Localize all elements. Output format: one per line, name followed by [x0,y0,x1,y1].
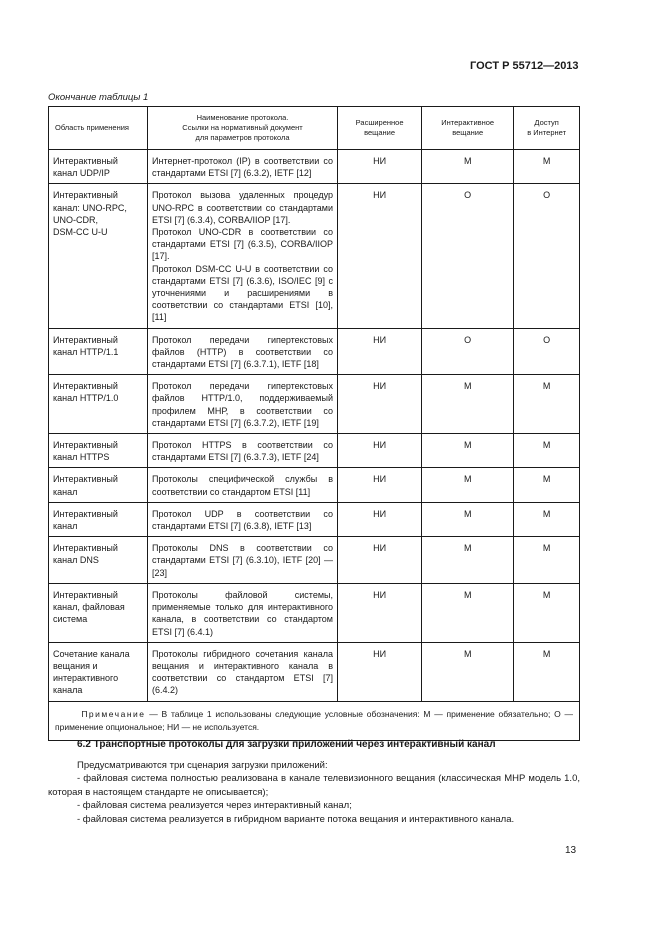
cell-internet: М [514,537,580,584]
cell-broadcast: НИ [338,434,422,468]
cell-interactive: М [422,642,514,701]
cell-area: Сочетание канала вещания и интерактивного канала [49,642,148,701]
table-row [49,642,580,701]
table-row [49,328,580,375]
header-broadcast: Расширенное вещание [338,107,422,150]
cell-broadcast: НИ [338,375,422,434]
cell-area: Интерактивный канал HTTPS [49,434,148,468]
standard-number: ГОСТ Р 55712—2013 [470,60,579,72]
cell-internet: О [514,328,580,375]
header-area: Область применения [49,107,148,150]
cell-interactive: О [422,184,514,328]
cell-internet: О [514,184,580,328]
cell-protocol: Интернет-протокол (IP) в соответствии со стандартами ETSI [7] (6.3.2), IETF [12] [148,150,338,184]
cell-protocol: Протокол UDP в соответствии со стандартами ETSI [7] (6.3.8), IETF [13] [148,502,338,536]
table-row [49,150,580,184]
cell-interactive: М [422,537,514,584]
protocols-table [48,106,580,741]
cell-protocol: Протоколы специфической службы в соответствии со стандартом ETSI [11] [148,468,338,502]
cell-interactive: М [422,468,514,502]
cell-area: Интерактивный канал UDP/IP [49,150,148,184]
cell-protocol: Протоколы DNS в соответствии со стандартами ETSI [7] (6.3.10), IETF [20] — [23] [148,537,338,584]
table-caption: Окончание таблицы 1 [48,92,149,103]
cell-interactive: М [422,434,514,468]
cell-broadcast: НИ [338,537,422,584]
header-interactive: Интерактивное вещание [422,107,514,150]
cell-area: Интерактивный канал [49,468,148,502]
cell-internet: М [514,434,580,468]
header-protocol: Наименование протокола. Ссылки на нормативный документ для параметров протокола [148,107,338,150]
cell-broadcast: НИ [338,328,422,375]
cell-internet: М [514,502,580,536]
table-row [49,583,580,642]
cell-broadcast: НИ [338,583,422,642]
page-number: 13 [565,845,577,856]
table-row [49,468,580,502]
cell-protocol: Протоколы файловой системы, применяемые только для интерактивного канала, в соответствии со стандартом ETSI [7] (6.4.1) [148,583,338,642]
cell-protocol: Протоколы гибридного сочетания канала вещания и интерактивного канала в соответствии со стандартом ETSI [7] (6.4.2) [148,642,338,701]
cell-protocol: Протокол HTTPS в соответствии со стандартами ETSI [7] (6.3.7.3), IETF [24] [148,434,338,468]
cell-broadcast: НИ [338,468,422,502]
cell-area: Интерактивный канал HTTP/1.0 [49,375,148,434]
table-header-row [49,107,580,150]
cell-interactive: М [422,502,514,536]
cell-internet: М [514,583,580,642]
cell-area: Интерактивный канал [49,502,148,536]
cell-internet: М [514,468,580,502]
cell-area: Интерактивный канал DNS [49,537,148,584]
cell-area: Интерактивный канал HTTP/1.1 [49,328,148,375]
note-text: — В таблице 1 использованы следующие условные обозначения: М — применение обязательно; О — применение опциональное; НИ — не используется. [55,708,573,732]
table-row [49,184,580,328]
paragraph-item-3: - файловая система реализуется в гибридном варианте потока вещания и интерактивного канала. [77,814,515,825]
cell-interactive: О [422,328,514,375]
cell-broadcast: НИ [338,184,422,328]
cell-broadcast: НИ [338,150,422,184]
table-row [49,375,580,434]
section-title: 6.2 Транспортные протоколы для загрузки приложений через интерактивный канал [77,739,496,750]
paragraph-item-2: - файловая система реализуется через интерактивный канал; [77,800,352,811]
table-note-row [49,701,580,740]
cell-interactive: М [422,583,514,642]
paragraph-item-1: - файловая система полностью реализована в канале телевизионного вещания (классическая МНР модель 1.0, которая в настоящем стандарте не описывается); [48,773,580,798]
cell-internet: М [514,150,580,184]
cell-protocol: Протокол передачи гипертекстовых файлов (HTTP) в соответствии со стандартами ETSI [7] (6.3.7.1), IETF [18] [148,328,338,375]
cell-internet: М [514,642,580,701]
cell-protocol: Протокол передачи гипертекстовых файлов HTTP/1.0, поддерживаемый профилем МНР, в соответствии со стандартами ETSI [7] (6.3.7.2), IETF [19] [148,375,338,434]
cell-interactive: М [422,375,514,434]
header-internet: Доступ в Интернет [514,107,580,150]
paragraph-intro: Предусматриваются три сценария загрузки приложений: [77,760,328,771]
cell-interactive: М [422,150,514,184]
table-note [49,701,580,740]
table-row [49,502,580,536]
cell-broadcast: НИ [338,642,422,701]
cell-area: Интерактивный канал, файловая система [49,583,148,642]
cell-broadcast: НИ [338,502,422,536]
note-label: Примечание [81,708,146,719]
cell-protocol: Протокол вызова удаленных процедур UNO-RPC в соответствии со стандартами ETSI [7] (6.3.4), CORBA/IIOP [17]. Протокол UNO-CDR в соответствии со стандартами ETSI [7] (6.3.5), CORBA/IIOP [17]. Протокол DSM-CC U-U в соответствии со стандартами ETSI [7] (6.3.6), ISO/IEC [9] с уточнениями и расширениями в соответствии со стандартами ETSI [10], [11] [148,184,338,328]
cell-internet: М [514,375,580,434]
table-row [49,537,580,584]
cell-area: Интерактивный канал: UNO-RPC, UNO-CDR, DSM-CC U-U [49,184,148,328]
table-row [49,434,580,468]
